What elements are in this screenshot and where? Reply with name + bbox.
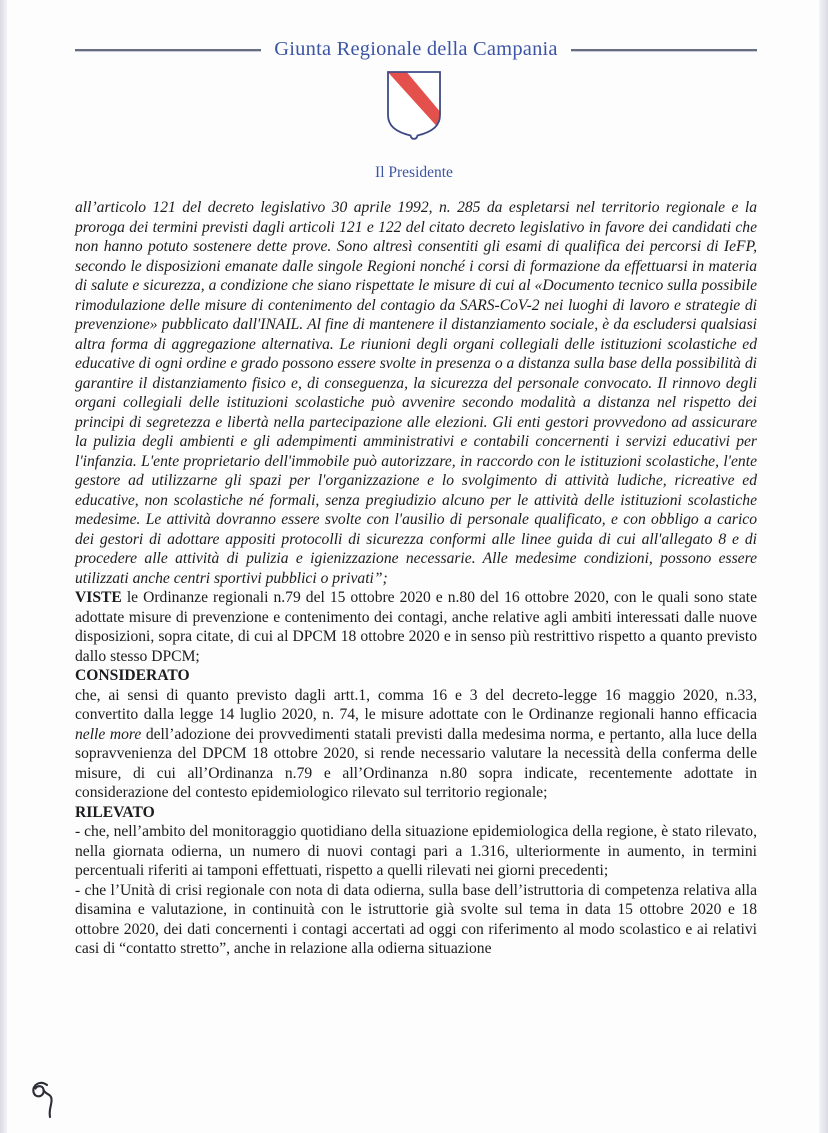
viste-text: le Ordinanze regionali n.79 del 15 ottobre 2020 e n.80 del 16 ottobre 2020, con le quali sono state adottate misure di prevenzione e contenimento dei contagi, anche relative agli ambiti interessati dalle nuove disposizioni, sopra citate, di cui al DPCM 18 ottobre 2020 e in senso più restrittivo rispetto a quanto previsto dallo stesso DPCM; [75,589,757,665]
document-body [0,182,828,959]
quoted-decree-paragraph: all’articolo 121 del decreto legislativo 30 aprile 1992, n. 285 da espletarsi nel territorio regionale e la proroga dei termini previsti dagli articoli 121 e 122 del citato decreto legislativo in favore dei candidati che non hanno potuto sostenere dette prove. Sono altresì consentiti gli esami di qualifica dei percorsi di IeFP, secondo le disposizioni emanate dalle singole Regioni nonché i corsi di formazione da effettuarsi in materia di salute e sicurezza, a condizione che siano rispettate le misure di cui al «Documento tecnico sulla possibile rimodulazione delle misure di contenimento del contagio da SARS-CoV-2 nei luoghi di lavoro e strategie di prevenzione» pubblicato dall'INAIL. Al fine di mantenere il distanziamento sociale, è da escludersi qualsiasi altra forma di aggregazione alternativa. Le riunioni degli organi collegiali delle istituzioni scolastiche ed educative di ogni ordine e grado possono essere svolte in presenza o a distanza sulla base della possibilità di garantire il distanziamento fisico e, di conseguenza, la sicurezza del personale convocato. Il rinnovo degli organi collegiali delle istituzioni scolastiche può avvenire secondo modalità a distanza nel rispetto dei principi di segretezza e libertà nella partecipazione alle elezioni. Gli enti gestori provvedono ad assicurare la pulizia degli ambienti e gli adempimenti amministrativi e contabili concernenti i servizi educativi per l'infanzia. L'ente proprietario dell'immobile può autorizzare, in raccordo con le istituzioni scolastiche, l'ente gestore ad utilizzarne gli spazi per l'organizzazione e lo svolgimento di attività ludiche, ricreative ed educative, non scolastiche né formali, senza pregiudizio alcuno per le attività delle istituzioni scolastiche medesime. Le attività dovranno essere svolte con l'ausilio di personale qualificato, e con obbligo a carico dei gestori di adottare appositi protocolli di sicurezza conformi alle linee guida di cui all'allegato 8 e di procedere alle attività di pulizia e igienizzazione necessarie. Alle medesime condizioni, possono essere utilizzati anche centri sportivi pubblici o privati”; [75,199,757,587]
handwritten-initials-icon [27,1078,65,1122]
masthead-rule-left [75,49,261,51]
masthead-rule-right [571,49,757,51]
scan-edge-right [819,0,828,1133]
presidente-label: Il Presidente [375,164,453,181]
rilevato-item-2: - che l’Unità di crisi regionale con nota di data odierna, sulla base dell’istruttoria di competenza relativa alla disamina e valutazione, in continuità con le istruttorie già svolte sul tema in data 15 ottobre 2020 e 18 ottobre 2020, dei dati concernenti i contagi accertati ad oggi con riferimento al modo scolastico e ai relativi casi di “contatto stretto”, anche in relazione alla odierna situazione [75,881,757,957]
crest-container [0,70,828,147]
considerato-text-after: dell’adozione dei provvedimenti statali previsti dalla medesima norma, e pertanto, alla luce della sopravvenienza del DPCM 18 ottobre 2020, si rende necessario valutare la necessità della conferma delle misure, di cui all’Ordinanza n.79 e all’Ordinanza n.80 sopra indicate, recentemente adottate in considerazione del contesto epidemiologico rilevato sul territorio regionale; [75,725,757,801]
masthead [0,0,828,61]
considerato-heading: CONSIDERATO [75,667,190,684]
viste-paragraph [75,588,757,666]
rilevato-heading: RILEVATO [75,803,155,821]
campania-shield-icon [386,70,442,142]
considerato-italic-phrase: nelle more [75,725,142,743]
rilevato-item-1: - che, nell’ambito del monitoraggio quotidiano della situazione epidemiologica della regione, è stato rilevato, nella giornata odierna, un numero di nuovi contagi pari a 1.316, ulteriormente in aumento, in termini percentuali riferiti ai tamponi effettuati, rispetto a quelli rilevati nei giorni precedenti; [75,823,757,879]
considerato-text-before: che, ai sensi di quanto previsto dagli artt.1, comma 16 e 3 del decreto-legge 16 maggio 2020, n.33, convertito dalla legge 14 luglio 2020, n. 74, le misure adottate con le Ordinanze regionali hanno efficacia [75,686,757,723]
masthead-title: Giunta Regionale della Campania [274,38,558,60]
considerato-paragraph [75,686,757,803]
viste-keyword: VISTE [75,589,122,606]
scan-edge-left [0,0,7,1133]
